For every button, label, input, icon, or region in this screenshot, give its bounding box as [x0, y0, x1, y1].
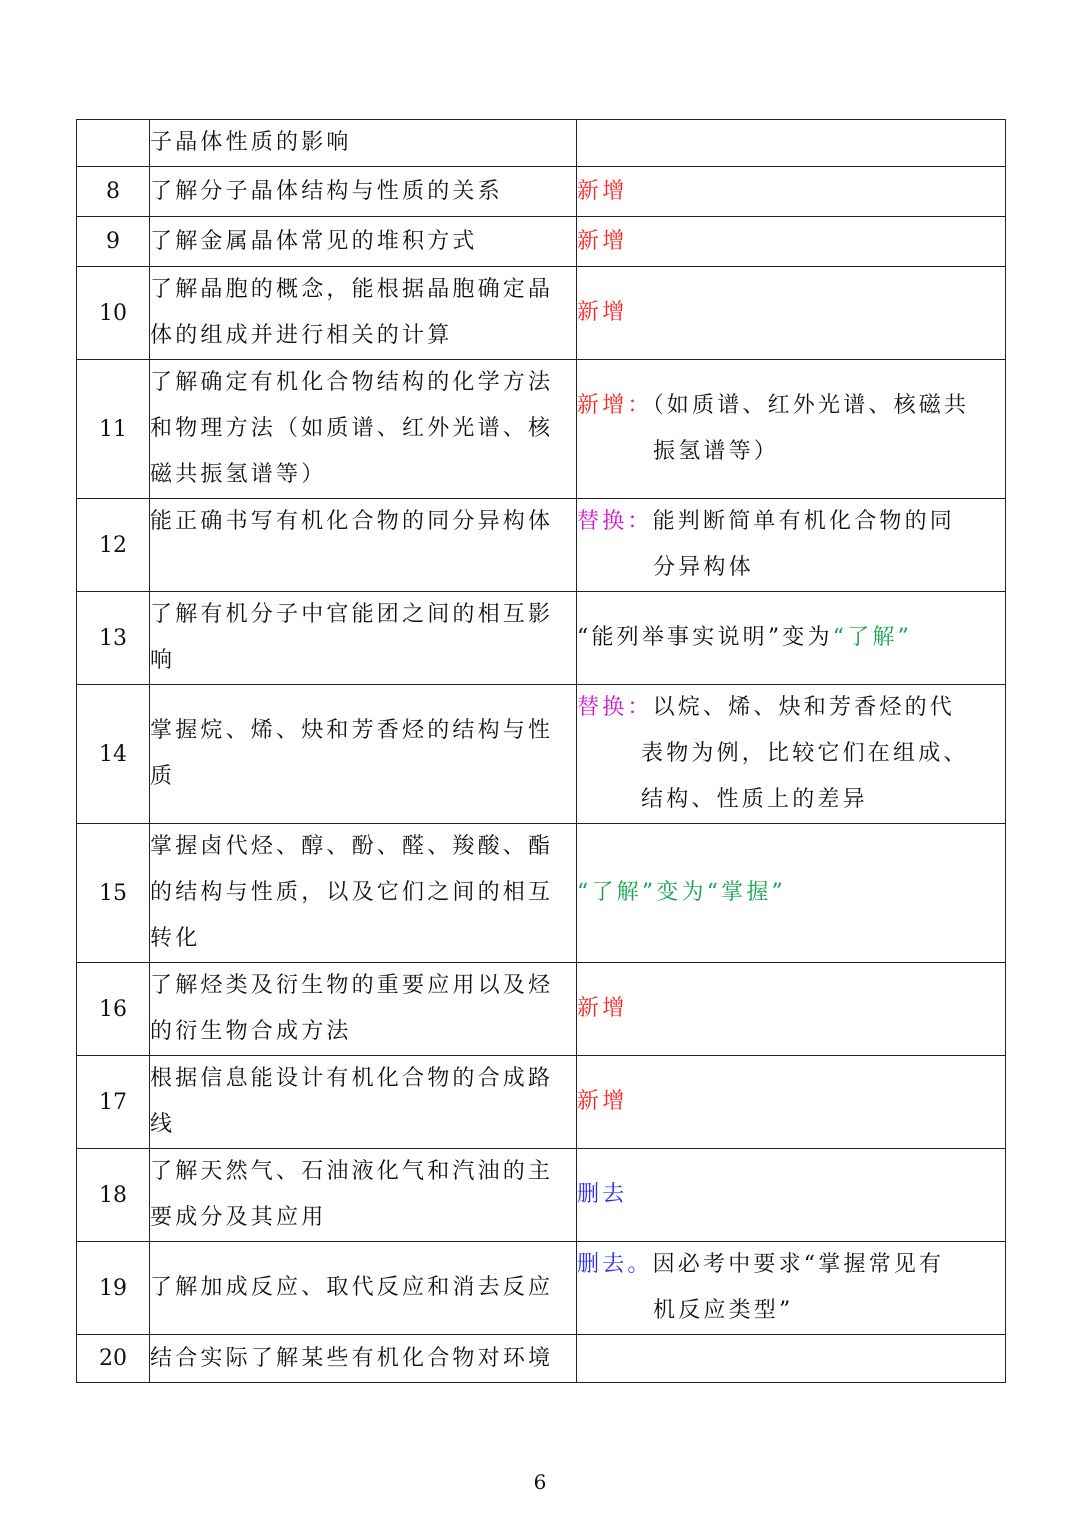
- change-cell: [577, 1056, 1006, 1149]
- change-new-label: 新增：: [577, 393, 653, 418]
- change-text: 以烷、烯、炔和芳香烃的代: [652, 695, 956, 720]
- change-new-label: 新增: [577, 300, 628, 325]
- requirement-text: 了解确定有机化合物结构的化学方法: [150, 370, 554, 395]
- change-cell: [577, 1335, 1006, 1383]
- change-level-label: “了解”: [832, 625, 912, 650]
- row-number: 19: [77, 1242, 150, 1335]
- change-cell: [577, 167, 1006, 217]
- change-cell: [577, 1149, 1006, 1242]
- table-row: [77, 499, 1006, 592]
- change-delete-label: 删去: [577, 1182, 628, 1207]
- change-cell: [577, 267, 1006, 360]
- table-row: [77, 1056, 1006, 1149]
- change-cell: [577, 120, 1006, 167]
- change-cell: [577, 824, 1006, 963]
- requirement-cell: [150, 217, 577, 267]
- requirement-text: 了解晶胞的概念，能根据晶胞确定晶: [150, 277, 554, 302]
- requirements-table: [76, 119, 1006, 1383]
- change-cell: [577, 1242, 1006, 1335]
- change-new-label: 新增: [577, 228, 628, 254]
- table-row: [77, 824, 1006, 963]
- requirement-text: 根据信息能设计有机化合物的合成路: [150, 1066, 554, 1091]
- requirement-text: 了解加成反应、取代反应和消去反应: [150, 1275, 554, 1300]
- requirement-cell: [150, 685, 577, 824]
- requirement-cell: [150, 1056, 577, 1149]
- requirement-cell: [150, 1242, 577, 1335]
- change-new-label: 新增: [577, 996, 628, 1021]
- table-row: [77, 1335, 1006, 1383]
- change-text: 能判断简单有机化合物的同: [652, 509, 956, 534]
- table-row: [77, 120, 1006, 167]
- page-number: 6: [533, 1470, 547, 1494]
- table-row: [77, 217, 1006, 267]
- row-number: 15: [77, 824, 150, 963]
- change-cell: [577, 592, 1006, 685]
- table-row: [77, 360, 1006, 499]
- table-row: [77, 1149, 1006, 1242]
- table-row: [77, 167, 1006, 217]
- table-row: [77, 1242, 1006, 1335]
- change-text: （如质谱、红外光谱、核磁共: [652, 393, 970, 418]
- change-text: 表物为例，比较它们在组成、: [641, 741, 969, 766]
- requirement-text: 的衍生物合成方法: [150, 1019, 352, 1044]
- requirement-text: 了解有机分子中官能团之间的相互影: [150, 602, 554, 627]
- requirement-cell: [150, 1149, 577, 1242]
- table-row: [77, 592, 1006, 685]
- change-cell: [577, 499, 1006, 592]
- requirement-cell: [150, 499, 577, 592]
- requirement-text: 磁共振氢谱等）: [150, 462, 327, 487]
- change-cell: [577, 963, 1006, 1056]
- requirement-text: 线: [150, 1112, 176, 1137]
- change-text: 振氢谱等）: [653, 439, 780, 464]
- requirement-text: 的结构与性质，以及它们之间的相互: [150, 880, 554, 905]
- change-replace-label: 替换：: [577, 509, 653, 534]
- requirement-cell: [150, 267, 577, 360]
- requirement-text: [150, 545, 576, 591]
- requirement-text: 要成分及其应用: [150, 1205, 327, 1230]
- requirement-text: 了解分子晶体结构与性质的关系: [150, 178, 503, 204]
- change-level-label: “了解”变为“掌握”: [577, 880, 786, 905]
- table-row: [77, 685, 1006, 824]
- row-number: 16: [77, 963, 150, 1056]
- change-text: 因必考中要求“掌握常见有: [652, 1252, 945, 1277]
- requirement-cell: [150, 167, 577, 217]
- requirement-cell: [150, 963, 577, 1056]
- row-number: 9: [77, 217, 150, 267]
- requirement-cell: [150, 120, 577, 167]
- requirement-text: 掌握烷、烯、炔和芳香烃的结构与性: [150, 718, 554, 743]
- row-number: 17: [77, 1056, 150, 1149]
- row-number: 20: [77, 1335, 150, 1383]
- change-text: 结构、性质上的差异: [641, 787, 868, 812]
- change-delete-label: 删去。: [577, 1252, 653, 1277]
- row-number: 12: [77, 499, 150, 592]
- change-new-label: 新增: [577, 1089, 628, 1114]
- requirement-cell: [150, 1335, 577, 1383]
- change-cell: [577, 685, 1006, 824]
- row-number: 8: [77, 167, 150, 217]
- row-number: 13: [77, 592, 150, 685]
- requirement-text: 能正确书写有机化合物的同分异构体: [150, 509, 554, 534]
- row-number: [77, 120, 150, 167]
- change-cell: [577, 360, 1006, 499]
- requirement-text: 了解天然气、石油液化气和汽油的主: [150, 1159, 554, 1184]
- requirement-text: 结合实际了解某些有机化合物对环境: [150, 1345, 554, 1371]
- requirement-text: 了解烃类及衍生物的重要应用以及烃: [150, 973, 554, 998]
- row-number: 11: [77, 360, 150, 499]
- requirement-text: 和物理方法（如质谱、红外光谱、核: [150, 416, 554, 441]
- requirement-text: 质: [150, 764, 176, 789]
- change-text: 分异构体: [653, 555, 754, 580]
- change-replace-label: 替换：: [577, 695, 653, 720]
- requirement-text: 转化: [150, 926, 201, 951]
- requirement-cell: [150, 360, 577, 499]
- table-row: [77, 963, 1006, 1056]
- change-text: 机反应类型”: [653, 1298, 794, 1323]
- change-new-label: 新增: [577, 178, 628, 204]
- change-cell: [577, 217, 1006, 267]
- table-row: [77, 267, 1006, 360]
- row-number: 18: [77, 1149, 150, 1242]
- requirement-text: 体的组成并进行相关的计算: [150, 323, 453, 348]
- requirement-cell: [150, 592, 577, 685]
- requirement-text: 了解金属晶体常见的堆积方式: [150, 228, 478, 254]
- requirement-text: 子晶体性质的影响: [150, 130, 352, 155]
- requirement-text: 响: [150, 648, 176, 673]
- row-number: 10: [77, 267, 150, 360]
- requirement-cell: [150, 824, 577, 963]
- requirement-text: 掌握卤代烃、醇、酚、醛、羧酸、酯: [150, 834, 554, 859]
- change-text: “能列举事实说明”变为: [577, 625, 833, 650]
- row-number: 14: [77, 685, 150, 824]
